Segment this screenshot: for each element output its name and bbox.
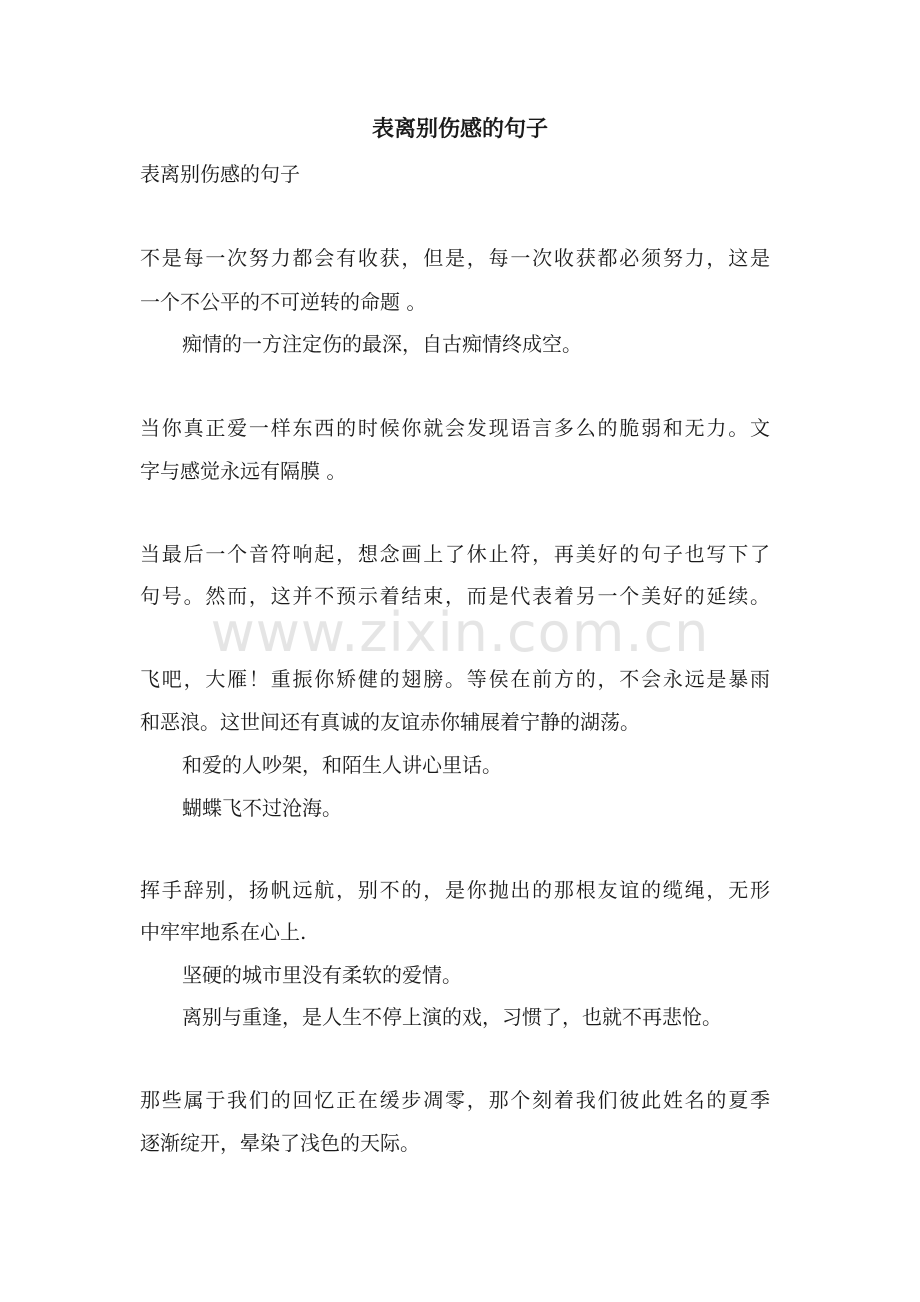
paragraph-line: 那些属于我们的回忆正在缓步凋零，那个刻着我们彼此姓名的夏季	[140, 1088, 770, 1112]
paragraph-line: 句号。然而，这并不预示着结束，而是代表着另一个美好的延续。	[140, 584, 770, 608]
paragraph-line: 飞吧，大雁！重振你矫健的翅膀。等侯在前方的，不会永远是暴雨	[140, 667, 770, 691]
paragraph-line: 逐渐绽开，晕染了浅色的天际。	[140, 1131, 420, 1155]
document-title: 表离别伤感的句子	[371, 116, 548, 142]
watermark: www.zixin.com.cn	[210, 601, 710, 664]
paragraph-line: 一个不公平的不可逆转的命题 。	[140, 290, 427, 314]
paragraph-line: 和恶浪。这世间还有真诚的友谊赤你辅展着宁静的湖荡。	[140, 710, 640, 734]
paragraph-line: 和爱的人吵架，和陌生人讲心里话。	[182, 753, 502, 777]
paragraph-line: 当你真正爱一样东西的时候你就会发现语言多么的脆弱和无力。文	[140, 416, 770, 440]
paragraph-line: 中牢牢地系在心上.	[140, 920, 307, 944]
paragraph-line: 挥手辞别，扬帆远航，别不的，是你抛出的那根友谊的缆绳，无形	[140, 878, 770, 902]
paragraph-line: 字与感觉永远有隔膜 。	[140, 459, 347, 483]
paragraph-line: 坚硬的城市里没有柔软的爱情。	[182, 963, 462, 987]
document-subtitle: 表离别伤感的句子	[140, 162, 300, 186]
paragraph-line: 不是每一次努力都会有收获，但是，每一次收获都必须努力，这是	[140, 246, 770, 270]
paragraph-line: 离别与重逢，是人生不停上演的戏，习惯了，也就不再悲怆。	[182, 1005, 722, 1029]
paragraph-line: 痴情的一方注定伤的最深，自古痴情终成空。	[182, 332, 582, 356]
paragraph-line: 当最后一个音符响起，想念画上了休止符，再美好的句子也写下了	[140, 542, 770, 566]
paragraph-line: 蝴蝶飞不过沧海。	[182, 796, 342, 820]
